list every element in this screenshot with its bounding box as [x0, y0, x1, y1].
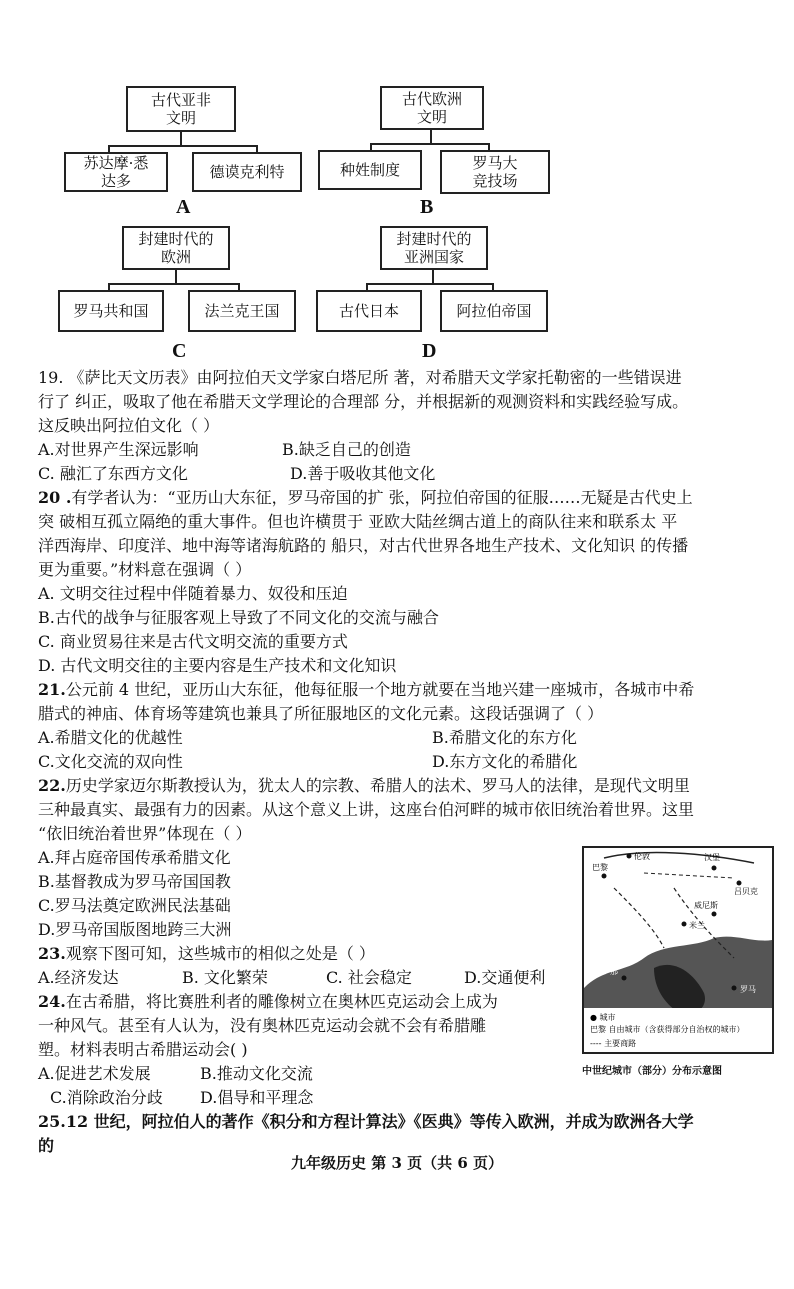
city-marker [737, 881, 742, 886]
question-19-line-3: 这反映出阿拉伯文化（ ） [38, 416, 220, 435]
diagram-b-right: 罗马大 竞技场 [440, 150, 550, 194]
trade-route [614, 888, 664, 948]
map-city-lubeck: 吕贝克 [734, 887, 758, 896]
city-marker [682, 922, 687, 927]
city-marker [732, 986, 737, 991]
map-legend-city: ● 城市 [590, 1013, 616, 1022]
question-21-option-a[interactable]: A.希腊文化的优越性 [38, 728, 183, 747]
question-24-line-1: 24.在古希腊，将比赛胜利者的雕像树立在奥林匹克运动会上成为 [38, 992, 498, 1011]
map-city-rome: 罗马 [740, 985, 756, 994]
diagram-a-top: 古代亚非 文明 [126, 86, 236, 132]
question-24-option-b[interactable]: B.推动文化交流 [200, 1064, 313, 1083]
diagram-d-right: 阿拉伯帝国 [440, 290, 548, 332]
question-20-line-3: 洋西海岸、印度洋、地中海等诸海航路的 船只，对古代世界各地生产技术、文化知识 的传播 [38, 536, 689, 555]
question-19-line-2: 行了 纠正，吸取了他在希腊天文学理论的合理部 分，并根据新的观测资料和实践经验写成。 [38, 392, 689, 411]
question-20-option-d[interactable]: D. 古代文明交往的主要内容是生产技术和文化知识 [38, 656, 397, 675]
question-19-option-d[interactable]: D.善于吸收其他文化 [290, 464, 436, 483]
map-legend-route: ---- 主要商路 [590, 1039, 637, 1048]
question-19-option-b[interactable]: B.缺乏自己的创造 [282, 440, 411, 459]
question-21-line-2: 腊式的神庙、体育场等建筑也兼具了所征服地区的文化元素。这段话强调了（ ） [38, 704, 604, 723]
question-20-option-c[interactable]: C. 商业贸易往来是古代文明交流的重要方式 [38, 632, 348, 651]
question-19-option-c[interactable]: C. 融汇了东西方文化 [38, 464, 188, 483]
diagram-a-connector [180, 132, 182, 146]
question-24-option-d[interactable]: D.倡导和平理念 [200, 1088, 314, 1107]
diagram-a-label: A [176, 196, 191, 218]
city-marker [712, 866, 717, 871]
diagram-c-top: 封建时代的 欧洲 [122, 226, 230, 270]
map-svg [584, 848, 772, 1052]
question-21-option-b[interactable]: B.希腊文化的东方化 [432, 728, 577, 747]
map-city-barcelona: 巴塞罗那 [586, 967, 618, 976]
question-22-option-d[interactable]: D.罗马帝国版图地跨三大洲 [38, 920, 232, 939]
diagram-c-label: C [172, 340, 187, 362]
diagram-d-connector [432, 270, 434, 284]
diagram-d-top: 封建时代的 亚洲国家 [380, 226, 488, 270]
question-22-line-2: 三种最真实、最强有力的因素。从这个意义上讲，这座台伯河畔的城市依旧统治着世界。这里 [38, 800, 695, 819]
medieval-city-map [582, 846, 774, 1054]
question-22-line-3: “依旧统治着世界”体现在（ ） [38, 824, 252, 843]
diagram-b-label: B [420, 196, 434, 218]
question-20-line-4: 更为重要。”材料意在强调（ ） [38, 560, 252, 579]
map-city-hamburg: 汉堡 [704, 853, 720, 862]
city-marker [602, 874, 607, 879]
diagram-d-label: D [422, 340, 437, 362]
question-24-option-c[interactable]: C.消除政治分歧 [50, 1088, 163, 1107]
diagram-a-right: 德谟克利特 [192, 152, 302, 192]
question-20-line-2: 突 破相互孤立隔绝的重大事件。但也许横贯于 亚欧大陆丝绸古道上的商队往来和联系太 平 [38, 512, 678, 531]
map-city-paris: 巴黎 [592, 863, 608, 872]
city-marker [712, 912, 717, 917]
diagram-d-connector-h [366, 283, 494, 285]
question-20-option-b[interactable]: B.古代的战争与征服客观上导致了不同文化的交流与融合 [38, 608, 439, 627]
map-city-milan: 米兰 [689, 921, 705, 930]
diagram-c-left: 罗马共和国 [58, 290, 164, 332]
question-22-option-a[interactable]: A.拜占庭帝国传承希腊文化 [38, 848, 231, 867]
question-22-line-1: 22.历史学家迈尔斯教授认为，犹太人的宗教、希腊人的法术、罗马人的法律，是现代文明里 [38, 776, 690, 795]
question-20-line-1: 20 .有学者认为：“亚历山大东征，罗马帝国的扩 张，阿拉伯帝国的征服……无疑是古代史上 [38, 488, 693, 507]
map-city-venice: 威尼斯 [694, 901, 718, 910]
question-23-line-1: 23.观察下图可知，这些城市的相似之处是（ ） [38, 944, 375, 963]
question-23-option-d[interactable]: D.交通便利 [464, 968, 546, 987]
question-20-option-a[interactable]: A. 文明交往过程中伴随着暴力、奴役和压迫 [38, 584, 348, 603]
diagram-a-left: 苏达摩·悉 达多 [64, 152, 168, 192]
city-marker [627, 854, 632, 859]
question-19-line-1: 19. 《萨比天文历表》由阿拉伯天文学家白塔尼所 著，对希腊天文学家托勒密的一些错误进 [38, 368, 682, 387]
question-23-option-a[interactable]: A.经济发达 [38, 968, 119, 987]
question-25-line-1: 25.12 世纪，阿拉伯人的著作《积分和方程计算法》《医典》等传入欧洲，并成为欧洲各大学 [38, 1112, 694, 1131]
map-caption: 中世纪城市（部分）分布示意图 [582, 1066, 722, 1077]
question-24-line-3: 塑。材料表明古希腊运动会( ) [38, 1040, 248, 1059]
question-21-option-d[interactable]: D.东方文化的希腊化 [432, 752, 578, 771]
diagram-b-connector [430, 130, 432, 144]
diagram-d-left: 古代日本 [316, 290, 422, 332]
diagram-c-connector-h [108, 283, 240, 285]
question-23-option-c[interactable]: C. 社会稳定 [326, 968, 412, 987]
diagram-a-connector-h [108, 145, 258, 147]
diagram-b-connector-h [370, 143, 490, 145]
diagram-c-right: 法兰克王国 [188, 290, 296, 332]
question-22-option-c[interactable]: C.罗马法奠定欧洲民法基础 [38, 896, 231, 915]
coastline [604, 853, 754, 863]
question-25-line-2: 的 [38, 1136, 55, 1155]
map-city-london: 伦敦 [634, 852, 650, 861]
page-footer: 九年级历史 第 3 页（共 6 页） [291, 1154, 503, 1172]
diagram-b-top: 古代欧洲 文明 [380, 86, 484, 130]
question-21-option-c[interactable]: C.文化交流的双向性 [38, 752, 183, 771]
question-22-option-b[interactable]: B.基督教成为罗马帝国国教 [38, 872, 231, 891]
question-21-line-1: 21.公元前 4 世纪，亚历山大东征，他每征服一个地方就要在当地兴建一座城市，各城市中希 [38, 680, 695, 699]
diagram-c-connector [175, 270, 177, 284]
city-marker [622, 976, 627, 981]
diagram-b-left: 种姓制度 [318, 150, 422, 190]
question-19-option-a[interactable]: A.对世界产生深远影响 [38, 440, 199, 459]
question-23-option-b[interactable]: B. 文化繁荣 [182, 968, 268, 987]
trade-route [644, 873, 734, 878]
map-legend-free-city: 巴黎 自由城市（含获得部分自治权的城市） [590, 1025, 745, 1034]
question-24-line-2: 一种风气。甚至有人认为，没有奥林匹克运动会就不会有希腊雕 [38, 1016, 487, 1035]
question-24-option-a[interactable]: A.促进艺术发展 [38, 1064, 151, 1083]
